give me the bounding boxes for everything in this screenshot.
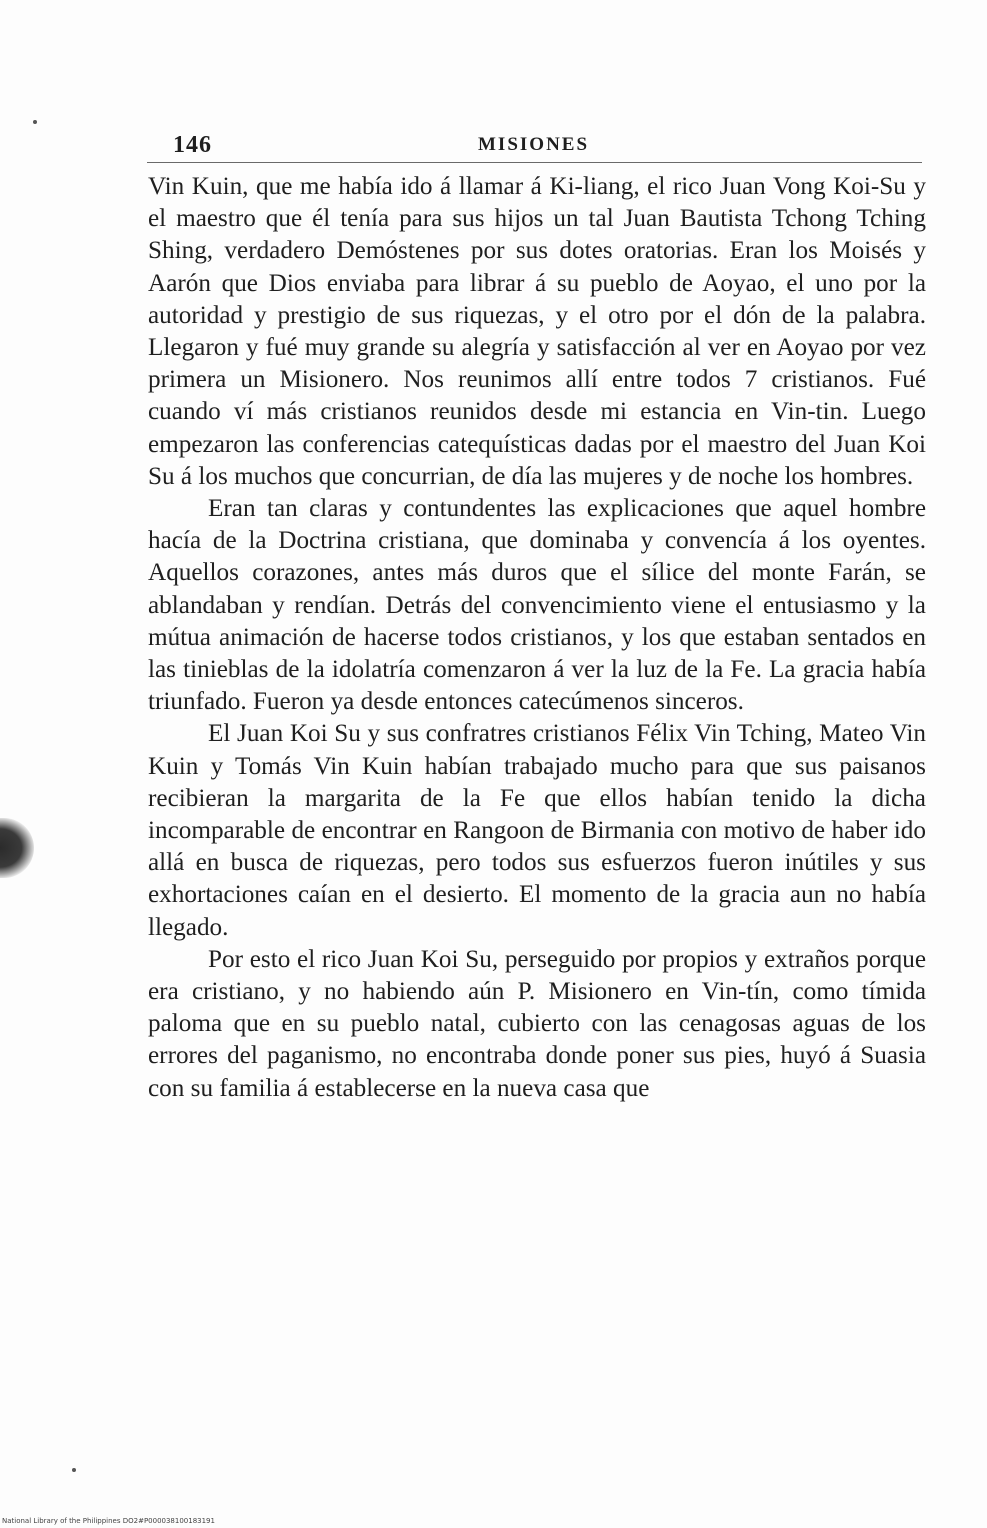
page-header	[147, 128, 922, 163]
paper-speck	[72, 1468, 76, 1472]
page-number: 146	[173, 132, 212, 158]
paragraph: Vin Kuin, que me había ido á llamar á Ki-liang, el rico Juan Vong Koi-Su y el maestro que él tenía para sus hijos un tal Juan Bautista Tchong Tching Shing, verdadero Demóstenes por sus dotes oratorias. Eran los Moisés y Aarón que Dios enviaba para librar á su pueblo de Aoyao, el uno por la autoridad y prestigio de sus riquezas, y el otro por el dón de la palabra. Llegaron y fué muy grande su alegría y satisfacción al ver en Aoyao por vez primera un Misionero. Nos reunimos allí entre todos 7 cristianos. Fué cuando ví más cristianos reunidos desde mi estancia en Vin-tin. Luego empezaron las conferencias catequísticas dadas por el maestro del Juan Koi Su á los muchos que concurrian, de día las mujeres y de noche los hombres.	[148, 173, 926, 490]
footer-credit: National Library of the Philippines DO2#P000038100183191	[2, 1517, 215, 1525]
body-text	[148, 171, 926, 1105]
paragraph: El Juan Koi Su y sus confratres cristianos Félix Vin Tching, Mateo Vin Kuin y Tomás Vin Kuin habían trabajado mucho para que sus paisanos recibieran la margarita de la Fe que ellos habían tenido la dicha incomparable de encontrar en Rangoon de Birmania con motivo de haber ido allá en busca de riquezas, pero todos sus esfuerzos fueron inútiles y sus exhortaciones caían en el desierto. El momento de la gracia aun no había llegado.	[148, 720, 926, 941]
binding-shadow	[0, 818, 34, 878]
paragraph: Eran tan claras y contundentes las explicaciones que aquel hombre hacía de la Doctrina cristiana, que dominaba y convencía á los oyentes. Aquellos corazones, antes más duros que el sílice del monte Farán, se ablandaban y rendían. Detrás del convencimiento viene el entusiasmo y la mútua animación de hacerse todos cristianos, y los que estaban sentados en las tinieblas de la idolatría comenzaron á ver la luz de la Fe. La gracia había triunfado. Fueron ya desde entonces catecúmenos sinceros.	[148, 495, 926, 716]
running-title: MISIONES	[478, 134, 590, 155]
paragraph: Por esto el rico Juan Koi Su, perseguido por propios y extraños porque era cristiano, y no habiendo aún P. Misionero en Vin-tín, como tímida paloma que en su pueblo natal, cubierto con las cenagosas aguas de los errores del paganismo, no encontraba donde poner sus pies, huyó á Suasia con su familia á establecerse en la nueva casa que	[148, 945, 926, 1102]
paper-speck	[33, 120, 37, 124]
